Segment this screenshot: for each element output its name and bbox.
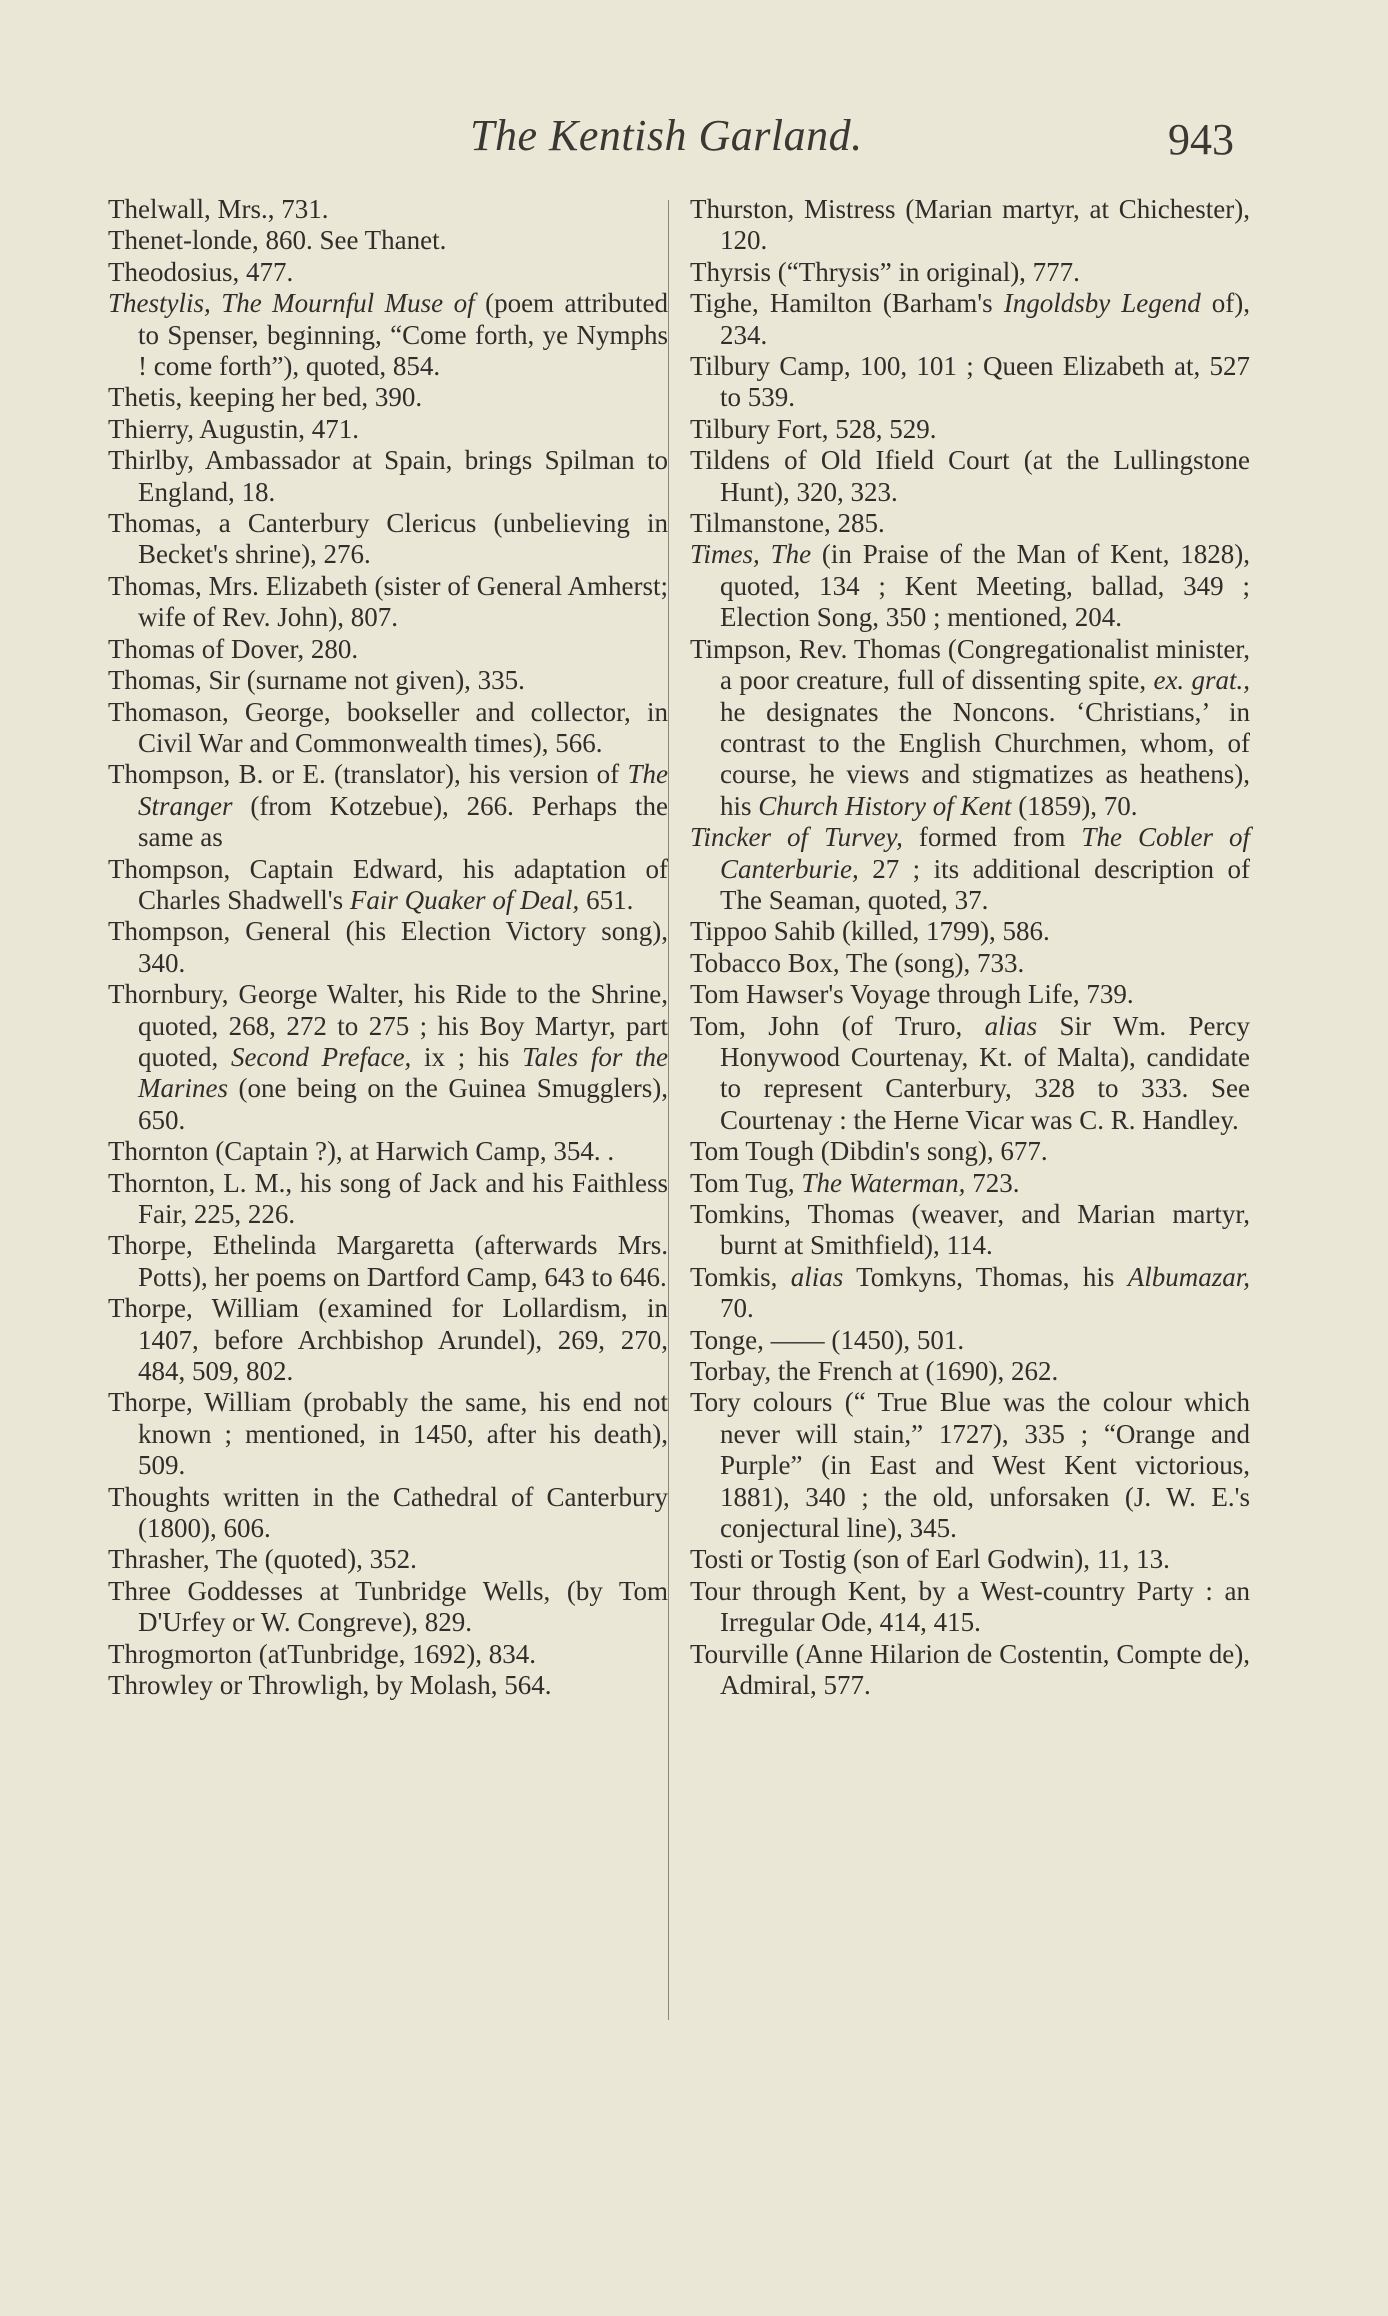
entry-text: 723. <box>965 1167 1020 1198</box>
index-entry: Tilbury Fort, 528, 529. <box>690 413 937 444</box>
index-entry: Thoughts written in the Cathedral of Canterbury (1800), 606. <box>108 1481 668 1544</box>
index-entry <box>690 1262 1250 1325</box>
entry-text: Thompson, Captain Edward, his adaptation of Charles Shadwell's <box>108 853 668 915</box>
italic-title: Tales for the Marines <box>138 1041 669 1104</box>
index-column-right <box>690 194 1250 1702</box>
index-entry: Tippoo Sahib (killed, 1799), 586. <box>690 916 1050 947</box>
index-entry <box>108 759 668 853</box>
index-entry: Tomkins, Thomas (weaver, and Marian martyr, burnt at Smithfield), 114. <box>690 1199 1250 1261</box>
index-entry: Thirlby, Ambassador at Spain, brings Spilman to England, 18. <box>108 445 668 507</box>
running-title: The Kentish Garland. <box>470 111 863 160</box>
index-entry: Thierry, Augustin, 471. <box>108 413 359 444</box>
index-entry: Throwley or Throwligh, by Molash, 564. <box>108 1670 552 1701</box>
index-entry <box>108 979 668 1136</box>
index-entry: Thelwall, Mrs., 731. <box>108 194 329 224</box>
entry-text: Timpson, Rev. Thomas (Congregationalist minister, a poor creature, full of dissenting spite, <box>690 633 1250 696</box>
index-entry: Thornton (Captain ?), at Harwich Camp, 354. . <box>108 1136 615 1167</box>
index-entry: Thorpe, Ethelinda Margaretta (afterwards Mrs. Potts), her poems on Dartford Camp, 643 to 646. <box>108 1230 668 1292</box>
entry-text: (poem attributed to Spenser, beginning, “Come forth, ye Nymphs ! come forth”), quoted, 854. <box>138 288 668 382</box>
index-entry: Thorpe, William (probably the same, his end not known ; mentioned, in 1450, after his death), 509. <box>108 1387 668 1481</box>
italic-title: Ingoldsby Legend <box>1003 288 1201 319</box>
entry-text: Tomkyns, Thomas, his <box>843 1261 1128 1292</box>
entry-text: (1859), 70. <box>1011 790 1138 821</box>
index-entry: Thompson, General (his Election Victory song), 340. <box>108 916 668 978</box>
page-number: 943 <box>1168 115 1234 164</box>
entry-text: of), 234. <box>720 288 1251 350</box>
index-entry: Tosti or Tostig (son of Earl Godwin), 11, 13. <box>690 1544 1170 1575</box>
entry-text: (from Kotzebue), 266. Perhaps the same as <box>138 790 668 853</box>
index-entry <box>690 634 1250 822</box>
index-entry: Thomason, George, bookseller and collector, in Civil War and Commonwealth times), 566. <box>108 696 668 758</box>
page-header <box>0 110 1388 170</box>
index-entry: Thenet-londe, 860. See Thanet. <box>108 225 447 256</box>
index-entry: Tobacco Box, The (song), 733. <box>690 947 1025 978</box>
index-column-left <box>108 194 668 1702</box>
entry-text: Tighe, Hamilton (Barham's <box>690 288 1004 319</box>
index-entry: Thyrsis (“Thrysis” in original), 777. <box>690 256 1080 287</box>
entry-text: Thompson, B. or E. (translator), his version of <box>108 759 628 790</box>
index-entry <box>690 288 1250 351</box>
italic-title: Second Preface, <box>230 1041 412 1072</box>
index-entry: Thomas, Sir (surname not given), 335. <box>108 665 525 696</box>
italic-title: The Waterman, <box>801 1167 966 1198</box>
index-entry: Theodosius, 477. <box>108 256 294 287</box>
index-entry: Torbay, the French at (1690), 262. <box>690 1356 1059 1387</box>
entry-text: formed from <box>902 822 1082 853</box>
index-entry <box>690 1168 1250 1199</box>
index-entry: Tilbury Camp, 100, 101 ; Queen Elizabeth at, 527 to 539. <box>690 351 1250 413</box>
entry-text: (one being on the Guinea Smugglers), 650. <box>138 1073 668 1135</box>
entry-text: Tomkis, <box>690 1261 791 1292</box>
entry-text: 651. <box>579 884 634 915</box>
italic-title: Times, The <box>690 539 812 570</box>
index-entry: Thomas, Mrs. Elizabeth (sister of General Amherst; wife of Rev. John), 807. <box>108 570 668 633</box>
italic-title: ex. grat., <box>1153 665 1250 696</box>
entry-text: he designates the Noncons. ‘Christians,’ in contrast to the English Churchmen, whom, of course, he views and stigmatizes as heathens), his <box>720 696 1250 821</box>
index-entry: Thetis, keeping her bed, 390. <box>108 382 423 413</box>
column-divider <box>668 200 669 2020</box>
italic-title: Tincker of Turvey, <box>690 822 903 853</box>
index-entry <box>690 822 1250 916</box>
index-entry: Thurston, Mistress (Marian martyr, at Chichester), 120. <box>690 194 1250 256</box>
index-entry: Thorpe, William (examined for Lollardism, in 1407, before Archbishop Arundel), 269, 270, 484, 509, 802. <box>108 1293 668 1387</box>
index-entry: Tourville (Anne Hilarion de Costentin, Compte de), Admiral, 577. <box>690 1638 1250 1701</box>
italic-title: alias <box>790 1261 844 1292</box>
index-entry <box>690 539 1250 633</box>
index-entry: Three Goddesses at Tunbridge Wells, (by Tom D'Urfey or W. Congreve), 829. <box>108 1575 668 1638</box>
entry-text: Tom, John (of Truro, <box>690 1010 985 1041</box>
index-entry: Thrasher, The (quoted), 352. <box>108 1544 417 1575</box>
italic-title: The Stranger <box>138 759 668 821</box>
index-entry: Thomas, a Canterbury Clericus (unbelieving in Becket's shrine), 276. <box>108 508 668 570</box>
italic-title: Fair Quaker of Deal, <box>349 884 580 915</box>
index-entry <box>108 854 668 917</box>
index-entry: Tildens of Old Ifield Court (at the Lullingstone Hunt), 320, 323. <box>690 445 1250 507</box>
index-entry: Tom Tough (Dibdin's song), 677. <box>690 1136 1048 1167</box>
entry-text: 70. <box>720 1293 754 1324</box>
index-entry: Tilmanstone, 285. <box>690 508 885 539</box>
entry-text: ix ; his <box>411 1041 523 1072</box>
entry-text: Sir Wm. Percy Honywood Courtenay, Kt. of Malta), candidate to represent Canterbury, 328 to 333. See Courtenay : the Herne Vicar was C. R. Handley. <box>720 1010 1251 1135</box>
index-entry: Tour through Kent, by a West-country Party : an Irregular Ode, 414, 415. <box>690 1575 1250 1638</box>
index-entry <box>108 288 668 382</box>
entry-text: 27 ; its additional description of The Seaman, quoted, 37. <box>720 853 1250 915</box>
index-entry: Tonge, —— (1450), 501. <box>690 1324 965 1355</box>
italic-title: Albumazar, <box>1127 1261 1250 1292</box>
index-entry: Throgmorton (atTunbridge, 1692), 834. <box>108 1638 536 1669</box>
index-entry: Tory colours (“ True Blue was the colour which never will stain,” 1727), 335 ; “Orange and Purple” (in East and West Kent victorious, 1881), 340 ; the old, unforsaken (J. W. E.'s conjectural line), 345. <box>690 1387 1250 1544</box>
index-entry: Thornton, L. M., his song of Jack and his Faithless Fair, 225, 226. <box>108 1167 668 1229</box>
index-entry <box>690 1011 1250 1137</box>
entry-text: Tom Tug, <box>690 1167 802 1198</box>
entry-text: (in Praise of the Man of Kent, 1828), quoted, 134 ; Kent Meeting, ballad, 349 ; Election Song, 350 ; mentioned, 204. <box>720 539 1250 633</box>
italic-title: The Cobler of Canterburie, <box>720 822 1251 884</box>
italic-title: Church History of Kent <box>758 790 1012 821</box>
index-entry: Thomas of Dover, 280. <box>108 633 359 664</box>
index-entry: Tom Hawser's Voyage through Life, 739. <box>690 979 1134 1010</box>
entry-text: Thornbury, George Walter, his Ride to the Shrine, quoted, 268, 272 to 275 ; his Boy Martyr, part quoted, <box>108 979 668 1072</box>
italic-title: Thestylis, The Mournful Muse of <box>108 288 475 319</box>
italic-title: alias <box>984 1010 1038 1041</box>
